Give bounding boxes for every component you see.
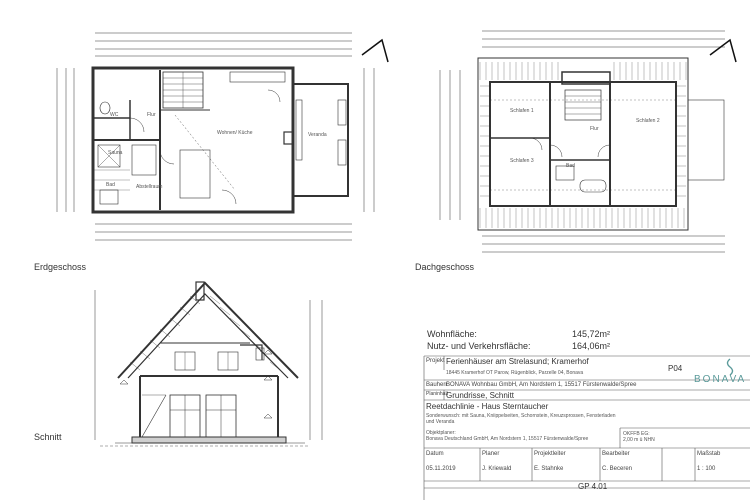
room-label-bath: Bad [106,182,115,188]
date-value: 05.11.2019 [426,466,456,472]
usable-area-label: Nutz- und Verkehrsfläche: [427,341,531,351]
room-label-attic-hall: Flur [590,126,599,132]
living-area-value: 145,72m² [572,329,611,339]
plan-code: P04 [668,364,683,373]
project-address: 18445 Kramerhof OT Parow, Rügenblick, Parzelle 04, Bonava [446,370,584,376]
ground-floor-label: Erdgeschoss [34,262,87,272]
client-label: Bauherr [426,382,448,388]
north-arrow-left-icon [362,40,388,62]
house-title: Reetdachlinie - Haus Sterntaucher [426,402,549,411]
room-label-living: Wohnen/ Küche [217,130,253,136]
room-label-wc: WC [110,112,119,118]
house-description-1: Sonderwunsch: mit Sauna, Kniippelseiten, Schornstein, Kreuzsprossen, Fensterladen [426,413,616,419]
room-label-bedroom2: Schlafen 2 [636,118,660,124]
north-arrow-right-icon [710,40,736,62]
section-drawing [95,282,322,446]
editor-value: C. Beceren [602,466,633,472]
drawer-label: Planer [482,451,500,457]
sheet-number: GP 4.01 [578,482,608,491]
room-label-attic-bath: Bad [566,163,575,169]
editor-label: Bearbeiter [602,451,630,457]
height-reference-value: 2,00 m ü NHN [623,437,655,443]
project-name: Ferienhäuser am Strelasund; Kramerhof [446,357,589,366]
lead-value: E. Stahnke [534,466,564,472]
attic-floor-label: Dachgeschoss [415,262,475,272]
planner-label: Objektplaner: [426,430,456,436]
drawer-value: J. Kriewald [482,466,512,472]
bonava-logo-text: BONAVA [694,374,747,385]
room-label-bedroom3: Schlafen 3 [510,158,534,164]
client-value: BONAVA Wohnbau GmbH, Am Nordstern 1, 15517 Fürstenwalde/Spree [446,382,637,388]
project-label: Projekt [426,358,445,364]
bonava-logo-icon [728,359,733,375]
living-area-label: Wohnfläche: [427,329,477,339]
usable-area-value: 164,06m² [572,341,611,351]
planner-value: Bonava Deutschland GmbH, Am Nordstern 1, 15517 Fürstenwalde/Spree [426,436,589,442]
house-description-2: und Veranda [426,419,455,425]
room-label-veranda: Veranda [308,132,327,138]
content-value: Grundrisse, Schnitt [446,391,515,400]
room-label-bedroom1: Schlafen 1 [510,108,534,114]
room-label-sauna: Sauna [108,150,123,156]
room-label-storage: Abstellraum [136,184,163,190]
scale-label: Maßstab [697,451,721,457]
room-label-hall: Flur [147,112,156,118]
section-label: Schnitt [34,432,62,442]
scale-value: 1 : 100 [697,466,716,472]
date-label: Datum [426,451,444,457]
lead-label: Projektleiter [534,451,566,457]
attic-floor-plan [440,31,725,252]
height-reference-label: OKFFB EG: [623,431,650,437]
content-label: Planinhalt [426,391,448,397]
